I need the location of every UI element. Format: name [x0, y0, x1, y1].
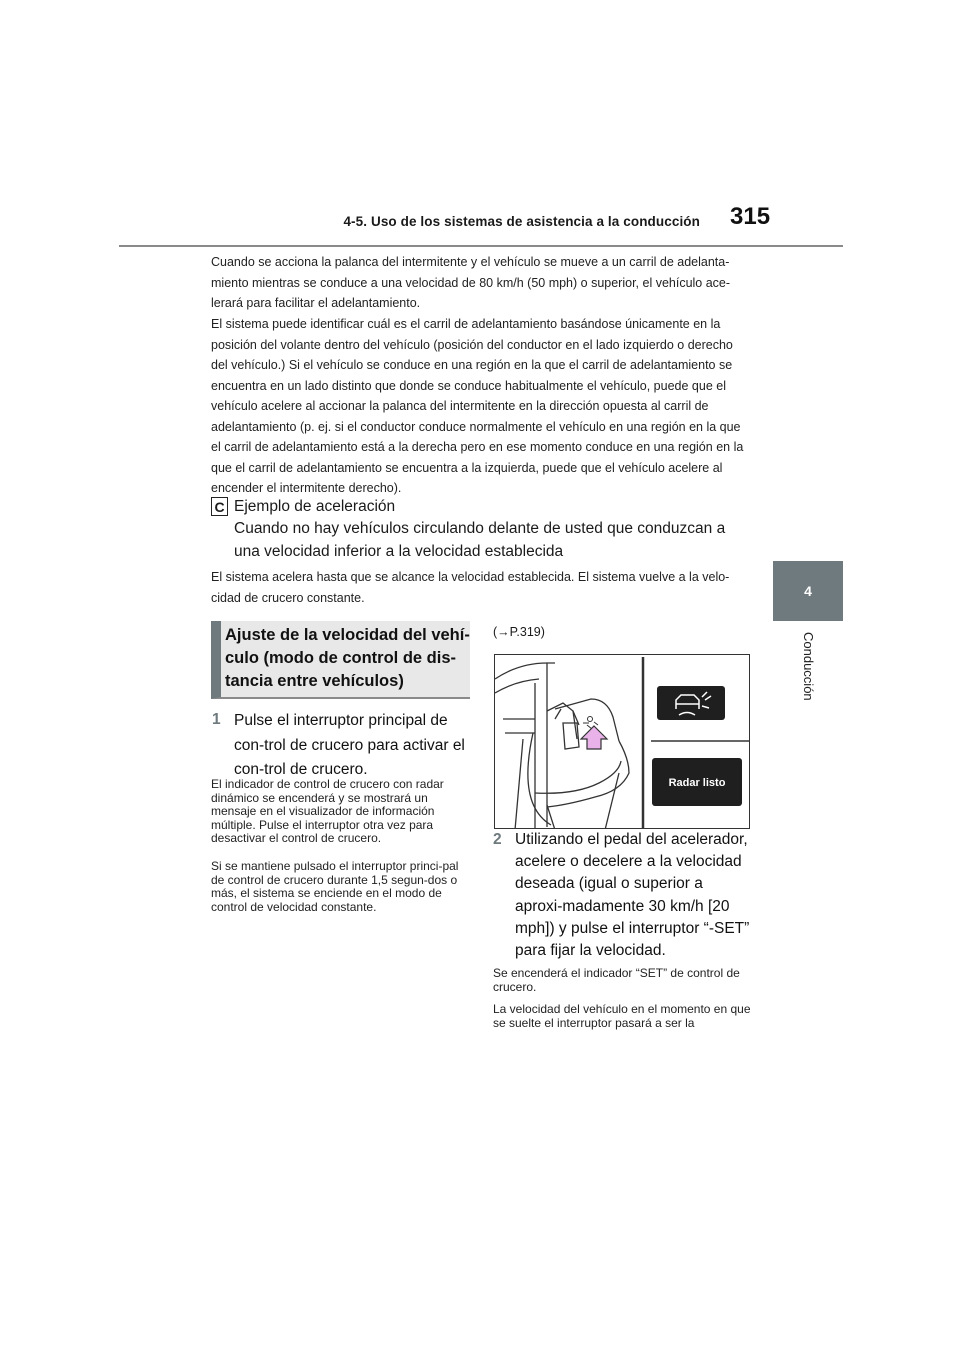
step-2-note: Se encenderá el indicador “SET” de control de crucero. [493, 966, 740, 994]
section-heading: Ajuste de la velocidad del vehí-culo (modo de control de dis-tancia entre vehículos) [211, 621, 470, 699]
step-1-note: Si se mantiene pulsado el interruptor princi-pal de control de crucero durante 1,5 segun-dos o más, el sistema se enciende en el modo de control de velocidad constante. [211, 859, 459, 914]
chapter-label: Conducción [801, 632, 816, 701]
paragraph-lane-detection: El sistema puede identificar cuál es el carril de adelantamiento basándose únicamente en la posición del volante dentro del vehículo (posición del conductor en el lado izquierdo o derecho del vehículo.) Si el vehículo se conduce en una región en la que el carril de adelantamiento se encuentra en un lado distinto que donde se conduce habitualmente el vehículo, puede que el vehículo acelere al accionar la palanca del intermitente en la dirección opuesta al carril de adelantamiento (p. ej. si el conductor conduce normalmente el vehículo en una región en la que el carril de adelantamiento está a la derecha pero en ese momento conduce en una región en la que el carril de adelantamiento se encuentra a la izquierda, puede que el vehículo acelere al encender el intermitente derecho). [211, 317, 744, 495]
press-arrow-icon [581, 726, 607, 749]
display-message: Radar listo [668, 777, 726, 789]
section-title: 4-5. Uso de los sistemas de asistencia a la conducción [343, 214, 700, 229]
example-description: Cuando no hay vehículos circulando delante de usted que conduzcan a una velocidad inferior a la velocidad establecida [234, 520, 726, 560]
example-note: El sistema acelera hasta que se alcance la velocidad establecida. El sistema vuelve a la velo-cidad de crucero constante. [211, 570, 730, 605]
page-reference: (→P.319) [493, 625, 545, 639]
page-number: 315 [730, 203, 771, 230]
steering-switch-figure [494, 654, 750, 829]
step-text: Pulse el interruptor principal de con-trol de crucero para activar el con-trol de crucero. [234, 712, 465, 778]
step-number: 2 [493, 831, 502, 848]
header-rule [119, 245, 843, 247]
chapter-tab [773, 561, 843, 621]
example-tag: C [211, 497, 228, 516]
steering-wheel-illustration [495, 655, 750, 829]
chapter-number: 4 [804, 583, 812, 599]
step-2-note: La velocidad del vehículo en el momento en que se suelte el interruptor pasará a ser la [493, 1002, 751, 1030]
step-number: 1 [212, 711, 221, 728]
step-1-note: El indicador de control de crucero con radar dinámico se encenderá y se mostrará un mensaje en el visualizador de información múltiple. Pulse el interruptor otra vez para desactivar el control de crucero. [211, 777, 444, 845]
step-text: Utilizando el pedal del acelerador, acelere o decelere a la velocidad deseada (igual o superior a aproxi-madamente 30 km/h [20 mph]) y pulse el interruptor “-SET” para fijar la velocidad. [515, 831, 750, 960]
paragraph-overtaking: Cuando se acciona la palanca del intermitente y el vehículo se mueve a un carril de adelanta-miento mientras se conduce a una velocidad de 80 km/h (50 mph) o superior, el vehículo ace-lerará para facilitar el adelantamiento. [211, 255, 731, 310]
example-title: Ejemplo de aceleración [234, 498, 396, 515]
